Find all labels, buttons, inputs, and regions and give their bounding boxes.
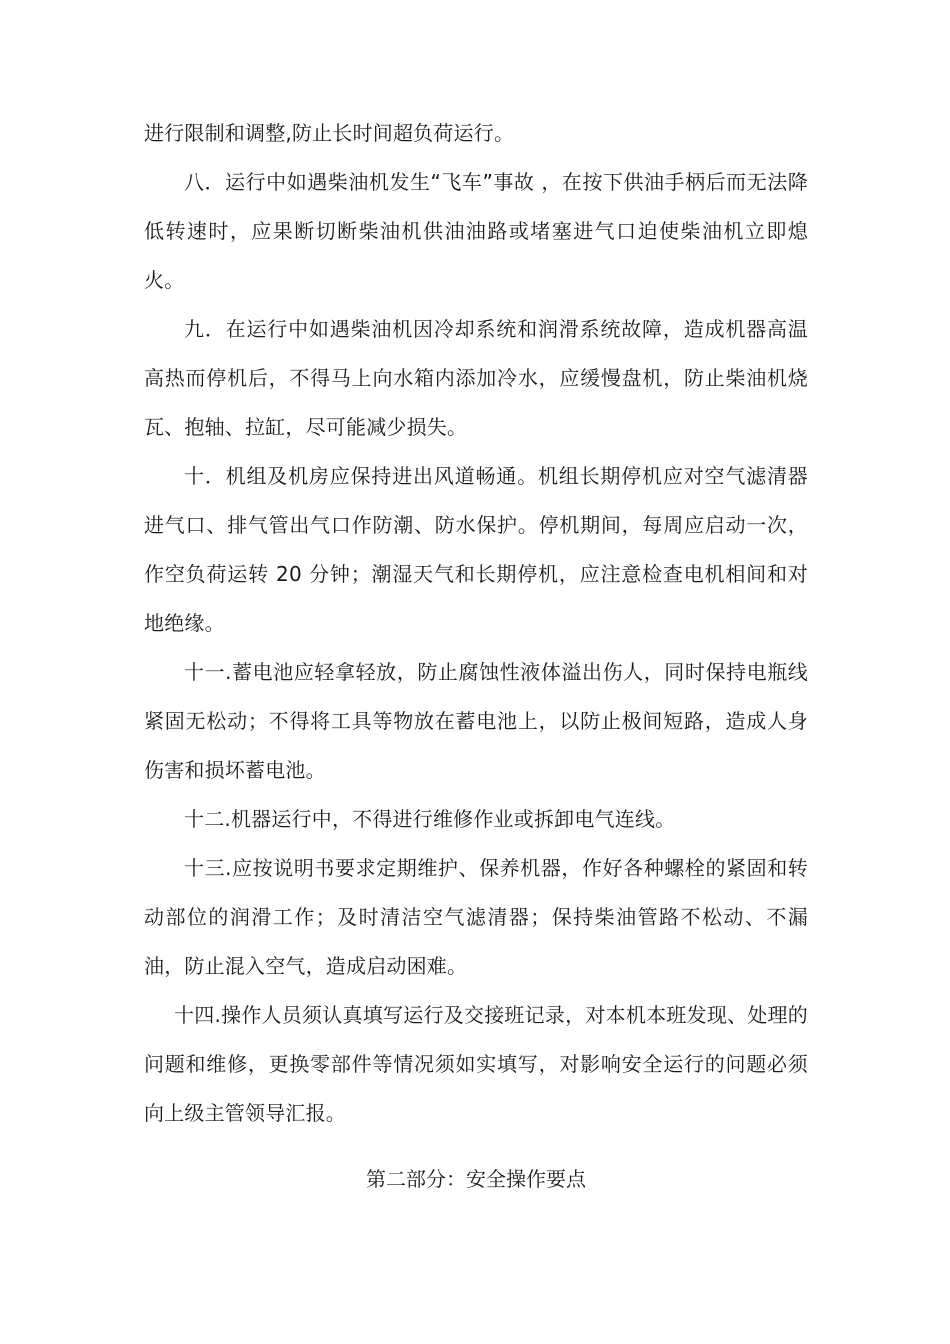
paragraph-item-8: 八．运行中如遇柴油机发生“飞车”事故 ，在按下供油手柄后而无法降低转速时，应果断切断柴油机供油油路或堵塞进气口迫使柴油机立即熄火。 [144,170,808,292]
paragraph-item-9: 九．在运行中如遇柴油机因冷却系统和润滑系统故障，造成机器高温高热而停机后，不得马上向水箱内添加冷水，应缓慢盘机，防止柴油机烧瓦、抱轴、拉缸，尽可能减少损失。 [144,317,808,439]
paragraph-item-14: 十四.操作人员须认真填写运行及交接班记录，对本机本班发现、处理的问题和维修，更换零部件等情况须如实填写，对影响安全运行的问题必须向上级主管领导汇报。 [144,1003,808,1125]
paragraph-item-13: 十三.应按说明书要求定期维护、保养机器，作好各种螺栓的紧固和转动部位的润滑工作；及时清洁空气滤清器；保持柴油管路不松动、不漏油，防止混入空气，造成启动困难。 [144,856,808,978]
paragraph-item-10: 十．机组及机房应保持进出风道畅通。机组长期停机应对空气滤清器进气口、排气管出气口作防潮、防水保护。停机期间，每周应启动一次，作空负荷运转 20 分钟；潮湿天气和长期停机，应注意检查电机相间和对地绝缘。 [144,464,808,635]
document-body [144,109,808,1138]
section-heading: 第二部分：安全操作要点 [366,1167,586,1191]
paragraph-item-12: 十二.机器运行中，不得进行维修作业或拆卸电气连线。 [184,807,676,831]
paragraph-continuation: 进行限制和调整,防止长时间超负荷运行。 [144,121,515,145]
paragraph-item-11: 十一.蓄电池应轻拿轻放，防止腐蚀性液体溢出伤人，同时保持电瓶线紧固无松动；不得将工具等物放在蓄电池上，以防止极间短路，造成人身伤害和损坏蓄电池。 [144,660,808,782]
